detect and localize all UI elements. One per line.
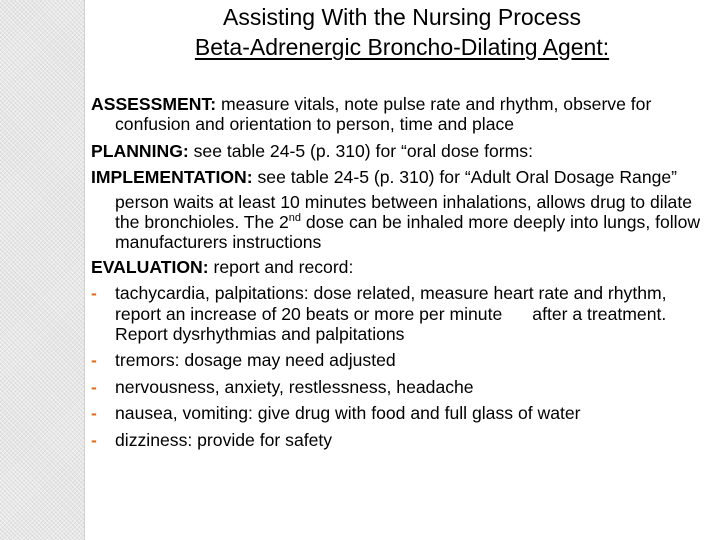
decorative-side-band — [0, 0, 85, 540]
implementation-heading: IMPLEMENTATION: — [91, 167, 253, 188]
bullet-4-text: nausea, vomiting: give drug with food and full glass of water — [115, 403, 581, 424]
evaluation-bullet-5 — [91, 430, 713, 450]
bullet-2-text: tremors: dosage may need adjusted — [115, 350, 396, 371]
title-line-1: Assisting With the Nursing Process — [223, 4, 581, 30]
evaluation-heading: EVALUATION: — [91, 256, 209, 277]
planning-text: see table 24-5 (p. 310) for “oral dose forms: — [188, 140, 533, 161]
bullet-1-text-part2: after a treatment. Report dysrhythmias and palpitations — [115, 303, 667, 345]
assessment-heading: ASSESSMENT: — [91, 94, 217, 114]
assessment-paragraph — [91, 94, 713, 135]
evaluation-text: report and record: — [208, 256, 354, 277]
slide-body — [91, 94, 713, 456]
evaluation-bullet-4 — [91, 403, 713, 423]
implementation-sub-superscript: nd — [288, 212, 302, 225]
title-line-2: Beta-Adrenergic Broncho-Dilating Agent: — [194, 34, 610, 60]
bullet-dash: - — [91, 403, 97, 424]
bullet-5-text: dizziness: provide for safety — [115, 429, 333, 450]
evaluation-paragraph — [91, 257, 713, 277]
slide-title — [84, 2, 720, 62]
bullet-dash: - — [91, 283, 97, 304]
assessment-text: measure vitals, note pulse rate and rhythm, observe for confusion and orientation to person, time and place — [115, 94, 652, 135]
implementation-sub-text-after: dose can be inhaled more deeply into lungs, follow manufacturers instructions — [115, 212, 701, 253]
bullet-3-text: nervousness, anxiety, restlessness, headache — [115, 376, 474, 397]
implementation-sub-paragraph — [91, 192, 713, 253]
evaluation-bullet-1 — [91, 283, 713, 344]
implementation-paragraph — [91, 167, 713, 187]
evaluation-bullet-2 — [91, 350, 713, 370]
bullet-dash: - — [91, 429, 97, 450]
planning-heading: PLANNING: — [91, 140, 189, 161]
bullet-dash: - — [91, 350, 97, 371]
planning-paragraph — [91, 141, 713, 161]
implementation-sub-text-before: person waits at least 10 minutes between inhalations, allows drug to dilate the bronchioles. The 2 — [115, 191, 693, 233]
evaluation-bullet-3 — [91, 377, 713, 397]
bullet-1-text-part1: tachycardia, palpitations: dose related, measure heart rate and rhythm, report an increase of 20 beats or more per minute — [115, 283, 667, 324]
bullet-dash: - — [91, 376, 97, 397]
implementation-text: see table 24-5 (p. 310) for “Adult Oral Dosage Range” — [252, 167, 678, 188]
